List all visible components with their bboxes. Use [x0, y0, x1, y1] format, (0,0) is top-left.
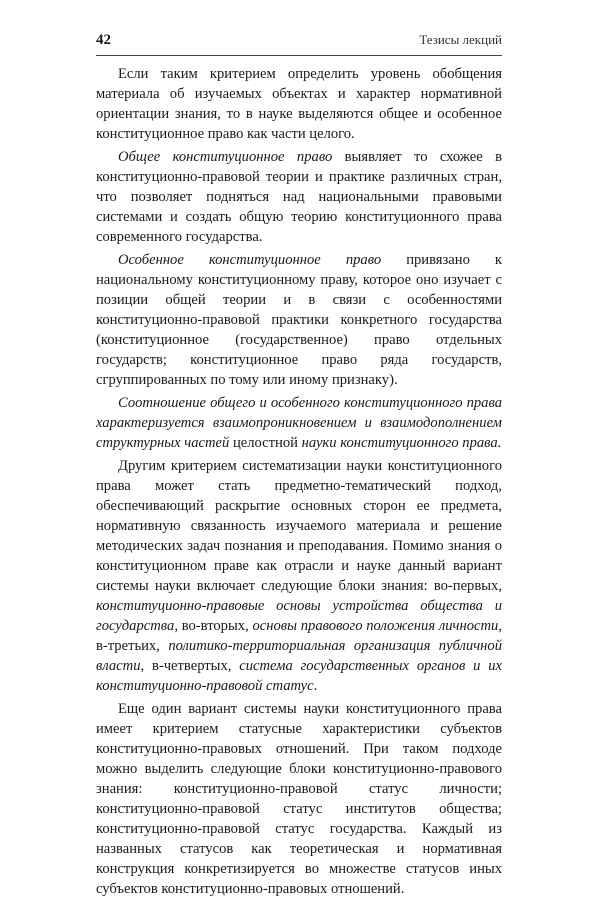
term-special-constitutional-law: Особенное конституционное право: [118, 252, 382, 268]
paragraph: [96, 699, 502, 899]
italic-segment: конституционно-правовые основы устройства общества и государства: [96, 598, 502, 634]
italic-segment: политико-территориальная организация публичной власти: [96, 638, 502, 674]
text-segment: выявляет то схожее в конституционно-правовой теории и практике различных стран, что позволяет подняться над национальными правовыми системами и создать общую теорию конституционного права современного государства.: [96, 149, 502, 245]
text-segment: , в-четвертых,: [140, 658, 240, 674]
paragraph: [96, 456, 502, 696]
italic-segment: система государственных органов и их конституционно-правовой статус: [96, 658, 503, 694]
running-title: Тезисы лекций: [419, 32, 502, 47]
paragraph: [96, 393, 502, 453]
text-segment: Другим критерием систематизации науки конституционного права может стать предметно-тематический подход, обеспечивающий раскрытие основных сторон ее предмета, нормативную связанность изучаемого материала и решение методических задач познания и преподавания. Помимо знания о конституционном праве как отрасли и науке данный вариант системы науки включает следующие блоки знания: во-первых,: [96, 458, 502, 594]
text-segment: , во-вторых,: [174, 618, 253, 634]
italic-segment: Соотношение общего и особенного конституционного права характеризуется взаимопроникновением и взаимодополнением структурных частей: [96, 395, 502, 451]
paragraph: [96, 64, 502, 144]
italic-segment: науки конституционного права.: [301, 435, 502, 451]
header-rule: [96, 55, 502, 56]
text-segment: .: [313, 678, 318, 694]
text-segment: , в-третьих,: [96, 618, 502, 654]
text-segment: целостной: [229, 435, 302, 451]
term-general-constitutional-law: Общее конституционное право: [118, 149, 333, 165]
paragraph: [96, 250, 502, 390]
main-text: [96, 64, 502, 899]
page-number: 42: [96, 32, 111, 48]
text-segment: Если таким критерием определить уровень обобщения материала об изучаемых объектах и характер нормативной ориентации знания, то в науке выделяются общее и особенное конституционное право как части целого.: [96, 66, 502, 142]
text-segment: привязано к национальному конституционному праву, которое оно изучает с позиции общей теории и в связи с особенностями конституционно-правовой практики конкретного государства (конституционное (государственное) право отдельных государств; конституционное право ряда государств, сгруппированных по тому или иному признаку).: [96, 252, 502, 388]
paragraph: [96, 147, 502, 247]
text-segment: Еще один вариант системы науки конституционного права имеет критерием статусные характеристики субъектов конституционно-правовых отношений. При таком подходе можно выделить следующие блоки конституционно-правового знания: конституционно-правовой статус личности; конституционно-правовой статус институтов общества; конституционно-правовой статус государства. Каждый из названных статусов как теоретическая и нормативная конструкция конкретизируется во множестве статусов иных субъектов конституционно-правовых отношений.: [96, 701, 502, 897]
italic-segment: основы правового положения личности: [252, 618, 499, 634]
page-header: [96, 32, 502, 49]
